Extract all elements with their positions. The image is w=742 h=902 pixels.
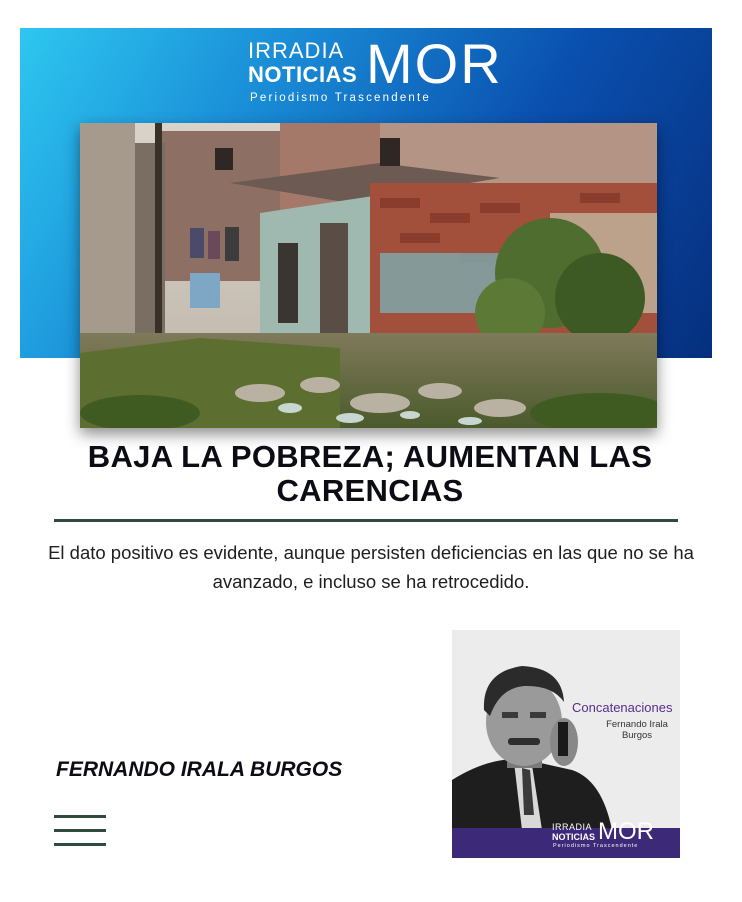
article-summary: El dato positivo es evidente, aunque persisten deficiencias en las que no se ha avanzado, e incluso se ha retrocedido. xyxy=(48,542,694,592)
article-headline: BAJA LA POBREZA; AUMENTAN LAS CARENCIAS xyxy=(87,439,653,508)
card-logo-tagline: Periodismo Trascendente xyxy=(553,843,639,849)
column-author: Fernando Irala Burgos xyxy=(606,719,668,741)
column-title: Concatenaciones xyxy=(572,700,673,715)
card-logo-noticias: NOTICIAS xyxy=(552,832,596,842)
logo-mor: MOR xyxy=(366,32,503,95)
divider xyxy=(54,519,678,522)
site-logo[interactable] xyxy=(248,32,503,108)
article-photo xyxy=(80,123,657,428)
author-name: FERNANDO IRALA BURGOS xyxy=(56,758,343,781)
poverty-neighborhood-image xyxy=(80,123,657,428)
logo-irradia: IRRADIA xyxy=(248,38,345,63)
card-logo-mor: MOR xyxy=(598,818,654,845)
column-card xyxy=(452,630,680,858)
logo-tagline: Periodismo Trascendente xyxy=(250,92,432,104)
card-logo-irradia: IRRADIA xyxy=(552,822,593,832)
logo-noticias: NOTICIAS xyxy=(248,62,358,87)
hamburger-menu-icon[interactable] xyxy=(54,815,106,847)
